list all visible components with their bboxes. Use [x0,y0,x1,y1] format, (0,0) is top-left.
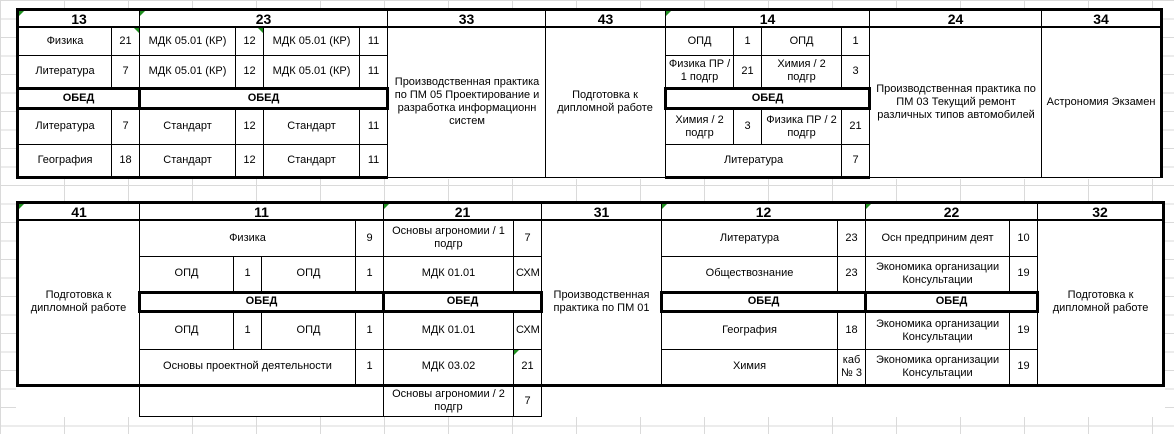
lesson-row [18,220,1164,256]
subject-cell[interactable]: Экономика организации Консультации [866,349,1010,385]
room-cell[interactable]: 7 [514,385,542,416]
empty-cell [542,385,662,416]
group-header-row [18,203,1164,221]
room-cell[interactable]: 7 [112,55,140,88]
empty-cell [866,385,1010,416]
room-cell[interactable]: 23 [838,256,866,292]
subject-cell[interactable]: Экономика организации Консультации [866,256,1010,292]
subject-cell[interactable]: ОПД [262,311,356,349]
lunch-cell[interactable]: ОБЕД [384,292,542,311]
subject-cell[interactable]: Литература [662,220,838,256]
subject-cell[interactable]: МДК 05.01 (КР) [140,55,236,88]
room-cell[interactable]: 21 [734,55,762,88]
room-cell[interactable]: 23 [838,220,866,256]
subject-cell[interactable]: Физика ПР / 1 подгр [666,55,734,88]
subject-cell[interactable]: Основы агрономии / 1 подгр [384,220,514,256]
room-cell[interactable]: 12 [236,55,264,88]
lunch-cell[interactable]: ОБЕД [140,88,388,108]
room-cell[interactable]: 1 [842,27,870,55]
diploma-cell[interactable]: Подготовка к дипломной работе [1038,220,1164,385]
diploma-cell[interactable]: Подготовка к дипломной работе [18,220,140,385]
subject-cell[interactable]: Литература [18,108,112,144]
subject-cell[interactable]: Основы проектной деятельности [140,349,356,385]
room-cell[interactable]: 9 [356,220,384,256]
room-cell[interactable]: 10 [1010,220,1038,256]
subject-cell[interactable]: Обществознание [662,256,838,292]
group-header[interactable]: 21 [384,203,542,221]
room-cell[interactable]: 19 [1010,256,1038,292]
room-cell[interactable]: 18 [112,144,140,177]
room-cell[interactable]: 1 [356,349,384,385]
lunch-cell[interactable]: ОБЕД [662,292,866,311]
group-header[interactable]: 14 [666,10,870,28]
group-header[interactable]: 32 [1038,203,1164,221]
group-header[interactable]: 34 [1042,10,1162,28]
group-header-row [18,10,1162,28]
room-cell[interactable]: 3 [842,55,870,88]
group-header[interactable]: 31 [542,203,662,221]
subject-cell[interactable]: ОПД [140,256,234,292]
schedule-table-1 [16,8,1163,179]
group-header[interactable]: 41 [18,203,140,221]
room-cell[interactable]: каб № 3 [838,349,866,385]
subject-cell[interactable]: Стандарт [264,108,360,144]
exam-cell[interactable]: Астрономия Экзамен [1042,27,1162,177]
subject-cell[interactable]: МДК 03.02 [384,349,514,385]
group-header[interactable]: 24 [870,10,1042,28]
group-header[interactable]: 43 [546,10,666,28]
room-cell[interactable]: 12 [236,144,264,177]
group-header[interactable]: 22 [866,203,1038,221]
room-cell[interactable]: 21 [112,27,140,55]
subject-cell[interactable]: МДК 05.01 (КР) [140,27,236,55]
subject-cell[interactable]: Литература [18,55,112,88]
room-cell[interactable]: 7 [842,144,870,177]
subject-cell[interactable]: Основы агрономии / 2 подгр [384,385,514,416]
subject-cell[interactable]: Химия [662,349,838,385]
subject-cell[interactable]: Физика [140,220,356,256]
empty-cell [1038,385,1164,416]
room-cell[interactable]: 3 [734,108,762,144]
room-cell[interactable]: СХМ [514,311,542,349]
room-cell[interactable]: 11 [360,27,388,55]
subject-cell[interactable]: Химия / 2 подгр [666,108,734,144]
subject-cell[interactable]: Химия / 2 подгр [762,55,842,88]
subject-cell[interactable]: МДК 05.01 (КР) [264,27,360,55]
subject-cell[interactable]: МДК 05.01 (КР) [264,55,360,88]
empty-cell [18,385,140,416]
subject-cell[interactable]: ОПД [666,27,734,55]
empty-cell [662,385,838,416]
subject-cell[interactable]: Экономика организации Консультации [866,311,1010,349]
subject-cell[interactable]: ОПД [140,311,234,349]
subject-cell[interactable]: География [18,144,112,177]
subject-cell[interactable]: География [662,311,838,349]
room-cell[interactable]: 11 [360,108,388,144]
room-cell[interactable]: СХМ [514,256,542,292]
room-cell[interactable]: 1 [734,27,762,55]
group-header[interactable]: 12 [662,203,866,221]
subject-cell[interactable]: Стандарт [140,144,236,177]
room-cell[interactable]: 19 [1010,349,1038,385]
practice-cell[interactable]: Производственная практика по ПМ 03 Текущий ремонт различных типов автомобилей [870,27,1042,177]
lunch-cell[interactable]: ОБЕД [666,88,870,108]
lunch-cell[interactable]: ОБЕД [18,88,140,108]
room-cell[interactable]: 7 [112,108,140,144]
subject-cell[interactable]: Физика ПР / 2 подгр [762,108,842,144]
empty-cell[interactable] [140,385,384,416]
subject-cell[interactable]: МДК 01.01 [384,256,514,292]
subject-cell[interactable]: Осн предприним деят [866,220,1010,256]
room-cell[interactable]: 7 [514,220,542,256]
room-cell[interactable]: 11 [360,144,388,177]
group-header[interactable]: 33 [388,10,546,28]
room-cell[interactable]: 18 [838,311,866,349]
room-cell[interactable]: 19 [1010,311,1038,349]
room-cell[interactable]: 12 [236,27,264,55]
group-header[interactable]: 13 [18,10,140,28]
practice-cell[interactable]: Производственная практика по ПМ 01 [542,220,662,385]
subject-cell[interactable]: Литература [666,144,842,177]
subject-cell[interactable]: МДК 01.01 [384,311,514,349]
lunch-cell[interactable]: ОБЕД [866,292,1038,311]
room-cell[interactable]: 11 [360,55,388,88]
lesson-row [18,27,1162,55]
lesson-row [18,385,1164,416]
schedule-table-2 [16,201,1165,417]
subject-cell[interactable]: Физика [18,27,112,55]
subject-cell[interactable]: Стандарт [264,144,360,177]
room-cell[interactable]: 1 [234,256,262,292]
subject-cell[interactable]: ОПД [262,256,356,292]
group-header[interactable]: 11 [140,203,384,221]
room-cell[interactable]: 1 [356,256,384,292]
room-cell[interactable]: 1 [234,311,262,349]
room-cell[interactable]: 1 [356,311,384,349]
room-cell[interactable]: 21 [514,349,542,385]
diploma-cell[interactable]: Подготовка к дипломной работе [546,27,666,177]
practice-cell[interactable]: Производственная практика по ПМ 05 Проектирование и разработка информационн систем [388,27,546,177]
room-cell[interactable]: 12 [236,108,264,144]
lunch-cell[interactable]: ОБЕД [140,292,384,311]
subject-cell[interactable]: Стандарт [140,108,236,144]
room-cell[interactable]: 21 [842,108,870,144]
empty-cell [1010,385,1038,416]
subject-cell[interactable]: ОПД [762,27,842,55]
group-header[interactable]: 23 [140,10,388,28]
empty-cell [838,385,866,416]
